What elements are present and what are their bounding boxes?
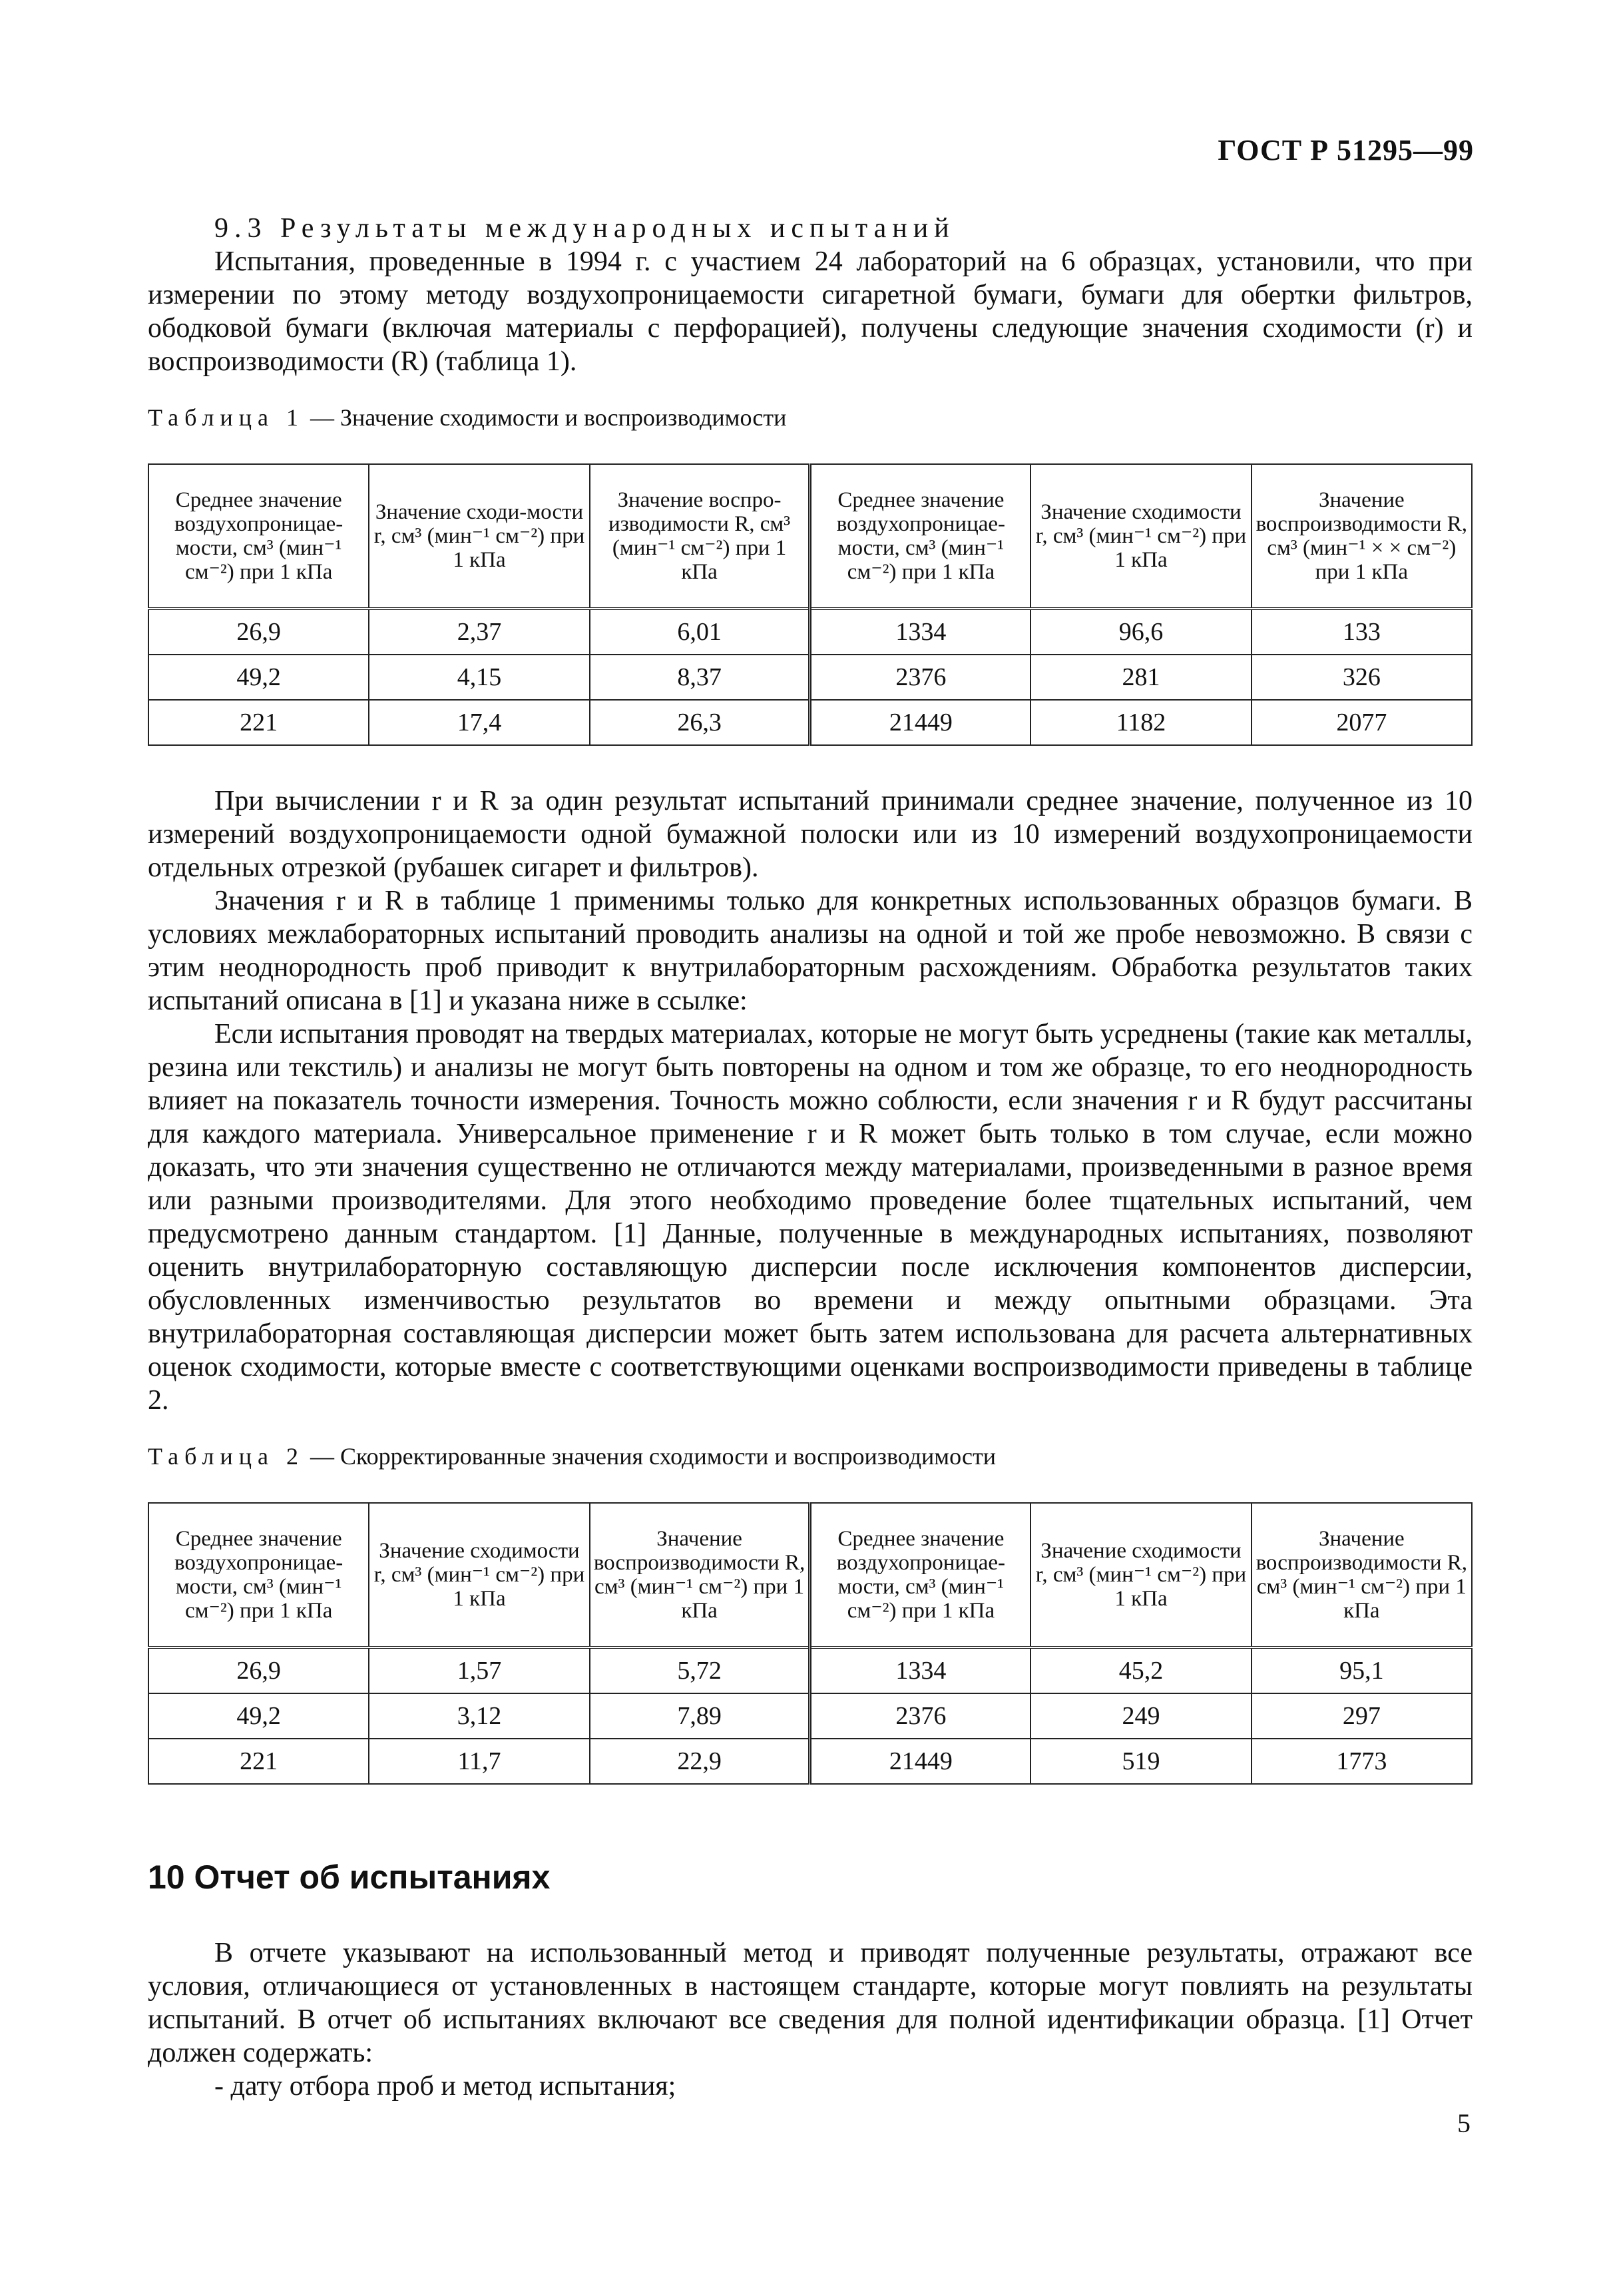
table-cell: 249 [1031, 1693, 1251, 1739]
table-cell: 1182 [1031, 700, 1251, 745]
table-2-header: Значение сходимости r, см³ (мин⁻¹ см⁻²) при 1 кПа [369, 1503, 589, 1647]
table-cell: 1,57 [369, 1647, 589, 1693]
table-2-header: Среднее значение воздухопроницае-мости, см³ (мин⁻¹ см⁻²) при 1 кПа [810, 1503, 1031, 1647]
table-1-header-row [148, 464, 1472, 609]
table-1-label: Таблица 1 [148, 404, 304, 431]
table-cell: 1334 [810, 609, 1031, 655]
section-10-paragraph: В отчете указывают на использованный метод и приводят полученные результаты, отражают все условия, отличающиеся от установленных в настоящем стандарте, которые могут повлиять на результаты испытаний. В отчет об испытаниях включают все сведения для полной идентификации образца. [1] Отчет должен содержать: [148, 1938, 1473, 2068]
table-1-caption [148, 404, 1473, 431]
page-content [148, 212, 1473, 2103]
table-cell: 1334 [810, 1647, 1031, 1693]
table-2-header: Значение воспроизводимости R, см³ (мин⁻¹ см⁻²) при 1 кПа [590, 1503, 810, 1647]
table-2-caption [148, 1442, 1473, 1470]
table-row [148, 700, 1472, 745]
table-2-header: Значение сходимости r, см³ (мин⁻¹ см⁻²) при 1 кПа [1031, 1503, 1251, 1647]
table-cell: 45,2 [1031, 1647, 1251, 1693]
table-cell: 5,72 [590, 1647, 810, 1693]
body-paragraph: При вычислении r и R за один результат испытаний принимали среднее значение, полученное из 10 измерений воздухопроницаемости одной бумажной полоски или из 10 измерений воздухопроницаемости отдельных отрезкой (рубашек сигарет и фильтров). [148, 786, 1473, 883]
table-cell: 26,3 [590, 700, 810, 745]
table-2 [148, 1502, 1473, 1785]
table-2-header: Значение воспроизводимости R, см³ (мин⁻¹ см⁻²) при 1 кПа [1252, 1503, 1472, 1647]
table-cell: 17,4 [369, 700, 589, 745]
table-2-caption-text: — Скорректированные значения сходимости и воспроизводимости [304, 1443, 996, 1470]
table-1-header: Значение воспро-изводимости R, см³ (мин⁻¹ см⁻²) при 1 кПа [590, 464, 810, 609]
table-cell: 22,9 [590, 1739, 810, 1784]
table-cell: 326 [1252, 655, 1472, 700]
table-cell: 3,12 [369, 1693, 589, 1739]
table-cell: 2,37 [369, 609, 589, 655]
table-cell: 2376 [810, 655, 1031, 700]
table-1 [148, 463, 1473, 746]
table-cell: 221 [148, 1739, 369, 1784]
table-cell: 519 [1031, 1739, 1251, 1784]
table-2-label: Таблица 2 [148, 1443, 304, 1470]
table-row [148, 655, 1472, 700]
table-1-header: Значение воспроизводимости R, см³ (мин⁻¹ × × см⁻²) при 1 кПа [1252, 464, 1472, 609]
quoted-paragraph: Если испытания проводят на твердых материалах, которые не могут быть усреднены (такие как металлы, резина или текстиль) и анализы не могут быть повторены на одном и том же образце, то его неоднородность влияет на показатель точности измерения. Точность можно соблюсти, если значения r и R будут рассчитаны для каждого материала. Универсальное применение r и R может быть только в том случае, если можно доказать, что эти значения существенно не отличаются между материалами, произведенными в разное время или разными производителями. Для этого необходимо проведение более тщательных испытаний, чем предусмотрено данным стандартом. [1] Данные, полученные в международных испытаниях, позволяют оценить внутрилабораторную составляющую дисперсии после исключения компонентов дисперсии, обусловленных изменчивостью результатов во времени и между опытными образцами. Эта внутрилабораторная составляющая дисперсии может быть затем использована для расчета альтернативных оценок сходимости, которые вместе с соответствующими оценками воспроизводимости приведены в таблице 2. [148, 1019, 1473, 1416]
table-cell: 2077 [1252, 700, 1472, 745]
table-cell: 4,15 [369, 655, 589, 700]
table-cell: 133 [1252, 609, 1472, 655]
table-1-caption-text: — Значение сходимости и воспроизводимости [304, 404, 787, 431]
table-cell: 95,1 [1252, 1647, 1472, 1693]
table-cell: 26,9 [148, 609, 369, 655]
table-cell: 21449 [810, 700, 1031, 745]
table-cell: 11,7 [369, 1739, 589, 1784]
table-cell: 221 [148, 700, 369, 745]
table-cell: 49,2 [148, 655, 369, 700]
table-2-header-row [148, 1503, 1472, 1647]
table-cell: 49,2 [148, 1693, 369, 1739]
list-item: - дату отбора проб и метод испытания; [214, 2071, 676, 2102]
body-paragraph: Значения r и R в таблице 1 применимы только для конкретных использованных образцов бумаги. В условиях межлабораторных испытаний проводить анализы на одной и той же пробе невозможно. В связи с этим неоднородность проб приводит к внутрилабораторным расхождениям. Обработка результатов таких испытаний описана в [1] и указана ниже в ссылке: [148, 886, 1473, 1016]
table-1-header: Среднее значение воздухопроницае-мости, см³ (мин⁻¹ см⁻²) при 1 кПа [148, 464, 369, 609]
table-1-header: Значение сходи-мости r, см³ (мин⁻¹ см⁻²) при 1 кПа [369, 464, 589, 609]
table-cell: 7,89 [590, 1693, 810, 1739]
table-cell: 21449 [810, 1739, 1031, 1784]
table-row [148, 1739, 1472, 1784]
standard-designation: ГОСТ Р 51295—99 [1218, 134, 1474, 166]
table-row [148, 1693, 1472, 1739]
table-cell: 26,9 [148, 1647, 369, 1693]
section-9-3-paragraph: Испытания, проведенные в 1994 г. с участием 24 лабораторий на 6 образцах, установили, что при измерении по этому методу воздухопроницаемости сигаретной бумаги, бумаги для обертки фильтров, ободковой бумаги (включая материалы с перфорацией), получены следующие значения сходимости (r) и воспроизводимости (R) (таблица 1). [148, 246, 1473, 377]
section-9-3-title: 9.3 Результаты международных испытаний [214, 213, 955, 244]
table-cell: 96,6 [1031, 609, 1251, 655]
table-1-header: Значение сходимости r, см³ (мин⁻¹ см⁻²) при 1 кПа [1031, 464, 1251, 609]
table-cell: 6,01 [590, 609, 810, 655]
section-10-title: 10 Отчет об испытаниях [148, 1859, 551, 1896]
table-row [148, 609, 1472, 655]
table-row [148, 1647, 1472, 1693]
table-1-header: Среднее значение воздухопроницае-мости, см³ (мин⁻¹ см⁻²) при 1 кПа [810, 464, 1031, 609]
table-cell: 8,37 [590, 655, 810, 700]
table-cell: 2376 [810, 1693, 1031, 1739]
table-cell: 281 [1031, 655, 1251, 700]
table-cell: 297 [1252, 1693, 1472, 1739]
page-number: 5 [1457, 2108, 1471, 2138]
table-cell: 1773 [1252, 1739, 1472, 1784]
table-2-header: Среднее значение воздухопроницае-мости, см³ (мин⁻¹ см⁻²) при 1 кПа [148, 1503, 369, 1647]
